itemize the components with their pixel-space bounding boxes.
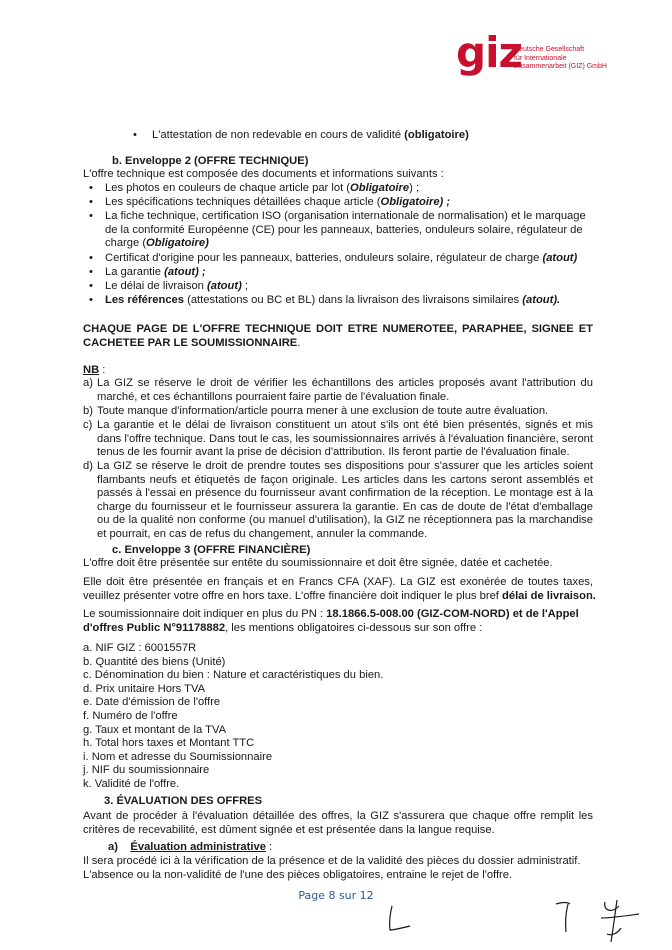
- list-item: b) Toute manque d'information/article pourra mener à une exclusion de toute autre évaluation.: [83, 405, 549, 417]
- section-3-paragraph: Avant de procéder à l'évaluation détaillée des offres, la GIZ s'assurera que chaque offre remplit les critères de recevabilité, est dûment signée et est présentée dans la langue requise.: [83, 810, 593, 836]
- technical-offer-notice: CHAQUE PAGE DE L'OFFRE TECHNIQUE DOIT ETRE NUMEROTEE, PARAPHEE, SIGNEE ET CACHETEE PAR LE SOUMISSIONNAIRE.: [83, 323, 593, 349]
- list-item: a. NIF GIZ : 6001557R: [83, 642, 197, 654]
- env3-heading: c. Enveloppe 3 (OFFRE FINANCIÈRE): [112, 544, 311, 556]
- section-3-heading: 3. ÉVALUATION DES OFFRES: [104, 795, 263, 807]
- nb-label: NB :: [83, 364, 106, 376]
- item-text: L'attestation de non redevable en cours de validité: [152, 129, 405, 141]
- list-item: g. Taux et montant de la TVA: [83, 723, 227, 736]
- org-line: Deutsche Gesellschaft: [514, 46, 585, 53]
- list-item: i. Nom et adresse du Soumissionnaire: [83, 750, 273, 763]
- list-item: c) La garantie et le délai de livraison constituent un atout s'ils ont été bien présentés, signés et mis dans l'offre technique. Dans tout le cas, les soumissionnaires arrivés à l'évaluation financière, seront tenus de les fournir avant la prise de décision d'attribution. Ils feront partie de l'évaluation finale.: [83, 419, 593, 459]
- list-item: • Le délai de livraison (atout) ;: [89, 280, 249, 292]
- giz-logo: giz: [456, 28, 522, 77]
- list-item: k. Validité de l'offre.: [83, 777, 180, 790]
- list-item: • La fiche technique, certification ISO (organisation internationale de normalisation) et le marquage de la conformité Européenne (CE) pour les panneaux, batteries, onduleurs solaire, régulateur de charge (Obligatoire): [89, 210, 586, 250]
- evaluation-admin-paragraph: Il sera procédé ici à la vérification de la présence et de la validité des pièces du dossier administratif. L'absence ou la non-validité de l'une des pièces obligatoires, entraine le rejet de l'offre.: [83, 855, 581, 881]
- list-item: h. Total hors taxes et Montant TTC: [83, 737, 255, 750]
- mandatory-mentions-list: [83, 642, 383, 792]
- env2-intro: L'offre technique est composée des documents et informations suivants :: [83, 168, 444, 180]
- list-item: e. Date d'émission de l'offre: [83, 696, 221, 709]
- env2-heading: b. Enveloppe 2 (OFFRE TECHNIQUE): [112, 155, 309, 167]
- org-line: Zusammenarbeit (GIZ) GmbH: [514, 63, 607, 70]
- list-item: • La garantie (atout) ;: [89, 266, 206, 278]
- list-item: • Les photos en couleurs de chaque article par lot (Obligatoire) ;: [89, 182, 420, 194]
- org-name: [514, 46, 607, 72]
- evaluation-admin-heading: a) Évaluation administrative :: [108, 841, 273, 853]
- initial-mark-3: [595, 896, 645, 946]
- list-item: a) La GIZ se réserve le droit de vérifier les échantillons des articles proposés avant l'attribution du marché, et ces échantillons pourraient faire partie de l'évaluation finale.: [83, 377, 593, 403]
- list-item: • Les références (attestations ou BC et BL) dans la livraison des livraisons similaires (atout).: [89, 294, 561, 306]
- list-item: f. Numéro de l'offre: [83, 709, 178, 722]
- item-bold: (obligatoire): [404, 129, 469, 141]
- list-item: c. Dénomination du bien : Nature et caractéristiques du bien.: [83, 669, 384, 682]
- page-number: Page 8 sur 12: [298, 889, 374, 902]
- bullet-mark: •: [133, 129, 137, 141]
- env3-paragraph-3: Le soumissionnaire doit indiquer en plus du PN : 18.1866.5-008.00 (GIZ-COM-NORD) et de l'Appel d'offres Public N°91178882, les mentions obligatoires ci-dessous sur son offre :: [83, 608, 579, 634]
- list-item: • Les spécifications techniques détaillées chaque article (Obligatoire) ;: [89, 196, 451, 208]
- attestation-item: [152, 129, 469, 143]
- env3-paragraph-2: Elle doit être présentée en français et en Francs CFA (XAF). La GIZ est exonérée de toutes taxes, veuillez présenter votre offre en hors taxe. L'offre financière doit indiquer le plus bref délai de livraison.: [83, 576, 596, 602]
- env3-paragraph-1: L'offre doit être présentée sur entête du soumissionnaire et doit être signée, datée et cachetée.: [83, 557, 553, 569]
- nb-list: [83, 377, 593, 542]
- list-item: d. Prix unitaire Hors TVA: [83, 682, 206, 695]
- initial-mark-2: [550, 896, 580, 936]
- list-item: • Certificat d'origine pour les panneaux, batteries, onduleurs solaire, régulateur de charge (atout): [89, 252, 578, 264]
- list-item: j. NIF du soumissionnaire: [83, 764, 210, 777]
- env2-list: [83, 182, 593, 308]
- org-line: für Internationale: [514, 54, 567, 62]
- list-item: b. Quantité des biens (Unité): [83, 655, 226, 668]
- initial-mark-1: [380, 902, 420, 936]
- list-item: d) La GIZ se réserve le droit de prendre toutes ses dispositions pour s'assurer que les articles soient flambants neufs et étiquetés de façon originale. Les articles dans les cartons seront assemblés et passés à l'essai en présence du fournisseur avant confirmation de la réception. Le montage est à la charge du fournisseur et le fournisseur assurera la garantie. En cas de doute de l'état d'emballage ou de la qualité non conforme (ou manuel d'utilisation), la GIZ ne réceptionnera pas la marchandise et pourrait, en cas de refus du changement, annuler la commande.: [83, 460, 593, 540]
